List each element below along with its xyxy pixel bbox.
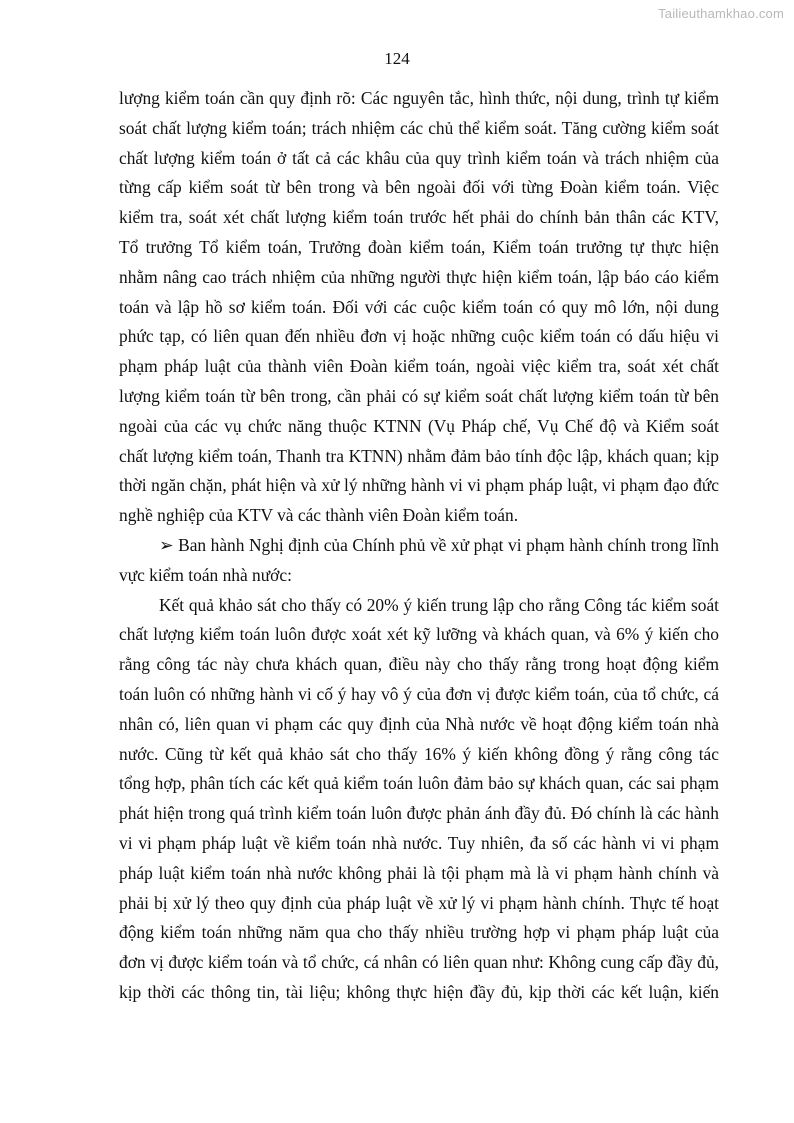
text-line: nghề nghiệp của KTV và các thành viên Đoàn kiểm toán. [119,505,519,526]
text-line: soát chất lượng kiểm toán; trách nhiệm các chủ thể kiểm soát. Tăng cường kiểm soát [119,117,719,138]
text-line: nhằm nâng cao trách nhiệm của những người thực hiện kiểm toán, lập báo cáo kiểm [119,266,719,287]
text-line: vi vi phạm pháp luật về kiểm toán nhà nước. Tuy nhiên, đa số các hành vi vi phạm [119,832,719,853]
text-line: chất lượng kiểm toán ở tất cả các khâu của quy trình kiểm toán và trách nhiệm của [119,147,719,168]
text-line: chất lượng kiểm toán, Thanh tra KTNN) nhằm đảm bảo tính độc lập, khách quan; kịp [119,445,719,466]
text-line: từng cấp kiểm soát từ bên trong và bên ngoài đối với từng Đoàn kiểm toán. Việc [119,177,719,198]
text-line: kiểm tra, soát xét chất lượng kiểm toán trước hết phải do chính bản thân các KTV, [119,207,719,228]
text-line: nước. Cũng từ kết quả khảo sát cho thấy 16% ý kiến không đồng ý rằng công tác [119,743,719,764]
bullet-heading-line: ➢ Ban hành Nghị định của Chính phủ về xử phạt vi phạm hành chính trong lĩnh [159,534,719,555]
text-line: toán và lập hồ sơ kiểm toán. Đối với các cuộc kiểm toán có quy mô lớn, nội dung [119,296,719,317]
text-line: thời ngăn chặn, phát hiện và xử lý những hành vi vi phạm pháp luật, vi phạm đạo đức [119,475,719,496]
text-line: tổng hợp, phân tích các kết quả kiểm toán luôn đảm bảo sự khách quan, các sai phạm [119,773,719,794]
watermark: Tailieuthamkhao.com [658,6,784,21]
text-line: phạm pháp luật của thành viên Đoàn kiểm toán, ngoài việc kiểm tra, soát xét chất [119,356,719,377]
text-line: rằng công tác này chưa khách quan, điều này cho thấy rằng trong hoạt động kiểm [119,654,719,675]
body-text [119,84,719,1008]
text-line: phức tạp, có liên quan đến nhiều đơn vị hoặc những cuộc kiểm toán có dấu hiệu vi [119,326,719,347]
text-line: động kiểm toán những năm qua cho thấy nhiều trường hợp vi phạm pháp luật của [119,922,719,943]
bullet-heading-line: vực kiểm toán nhà nước: [119,564,292,585]
page-number: 124 [384,49,410,68]
text-line: nhân có, liên quan vi phạm các quy định của Nhà nước về hoạt động kiểm toán nhà [119,713,719,734]
text-line: pháp luật kiểm toán nhà nước không phải là tội phạm mà là vi phạm hành chính và [119,862,719,883]
text-line: lượng kiểm toán từ bên trong, cần phải có sự kiểm soát chất lượng kiểm toán từ bên [119,385,719,406]
text-line: phải bị xử lý theo quy định của pháp luật về xử lý vi phạm hành chính. Thực tế hoạt [119,892,719,913]
text-line: lượng kiểm toán cần quy định rõ: Các nguyên tắc, hình thức, nội dung, trình tự kiểm [119,88,719,108]
text-line: ngoài của các vụ chức năng thuộc KTNN (Vụ Pháp chế, Vụ Chế độ và Kiểm soát [119,415,719,436]
text-line: chất lượng kiểm toán luôn được xoát xét kỹ lưỡng và khách quan, và 6% ý kiến cho [119,624,719,645]
text-line: đơn vị được kiểm toán và tổ chức, cá nhân có liên quan như: Không cung cấp đầy đủ, [119,952,719,973]
text-line: toán luôn có những hành vi cố ý hay vô ý của đơn vị được kiểm toán, của tổ chức, cá [119,683,719,704]
text-line: kịp thời các thông tin, tài liệu; không thực hiện đầy đủ, kịp thời các kết luận, kiến [119,981,719,1002]
text-line: phát hiện trong quá trình kiểm toán luôn được phản ánh đầy đủ. Đó chính là các hành [119,803,719,824]
text-line: Tổ trưởng Tổ kiểm toán, Trưởng đoàn kiểm toán, Kiểm toán trưởng tự thực hiện [119,236,719,257]
text-line: Kết quả khảo sát cho thấy có 20% ý kiến trung lập cho rằng Công tác kiểm soát [159,594,719,615]
